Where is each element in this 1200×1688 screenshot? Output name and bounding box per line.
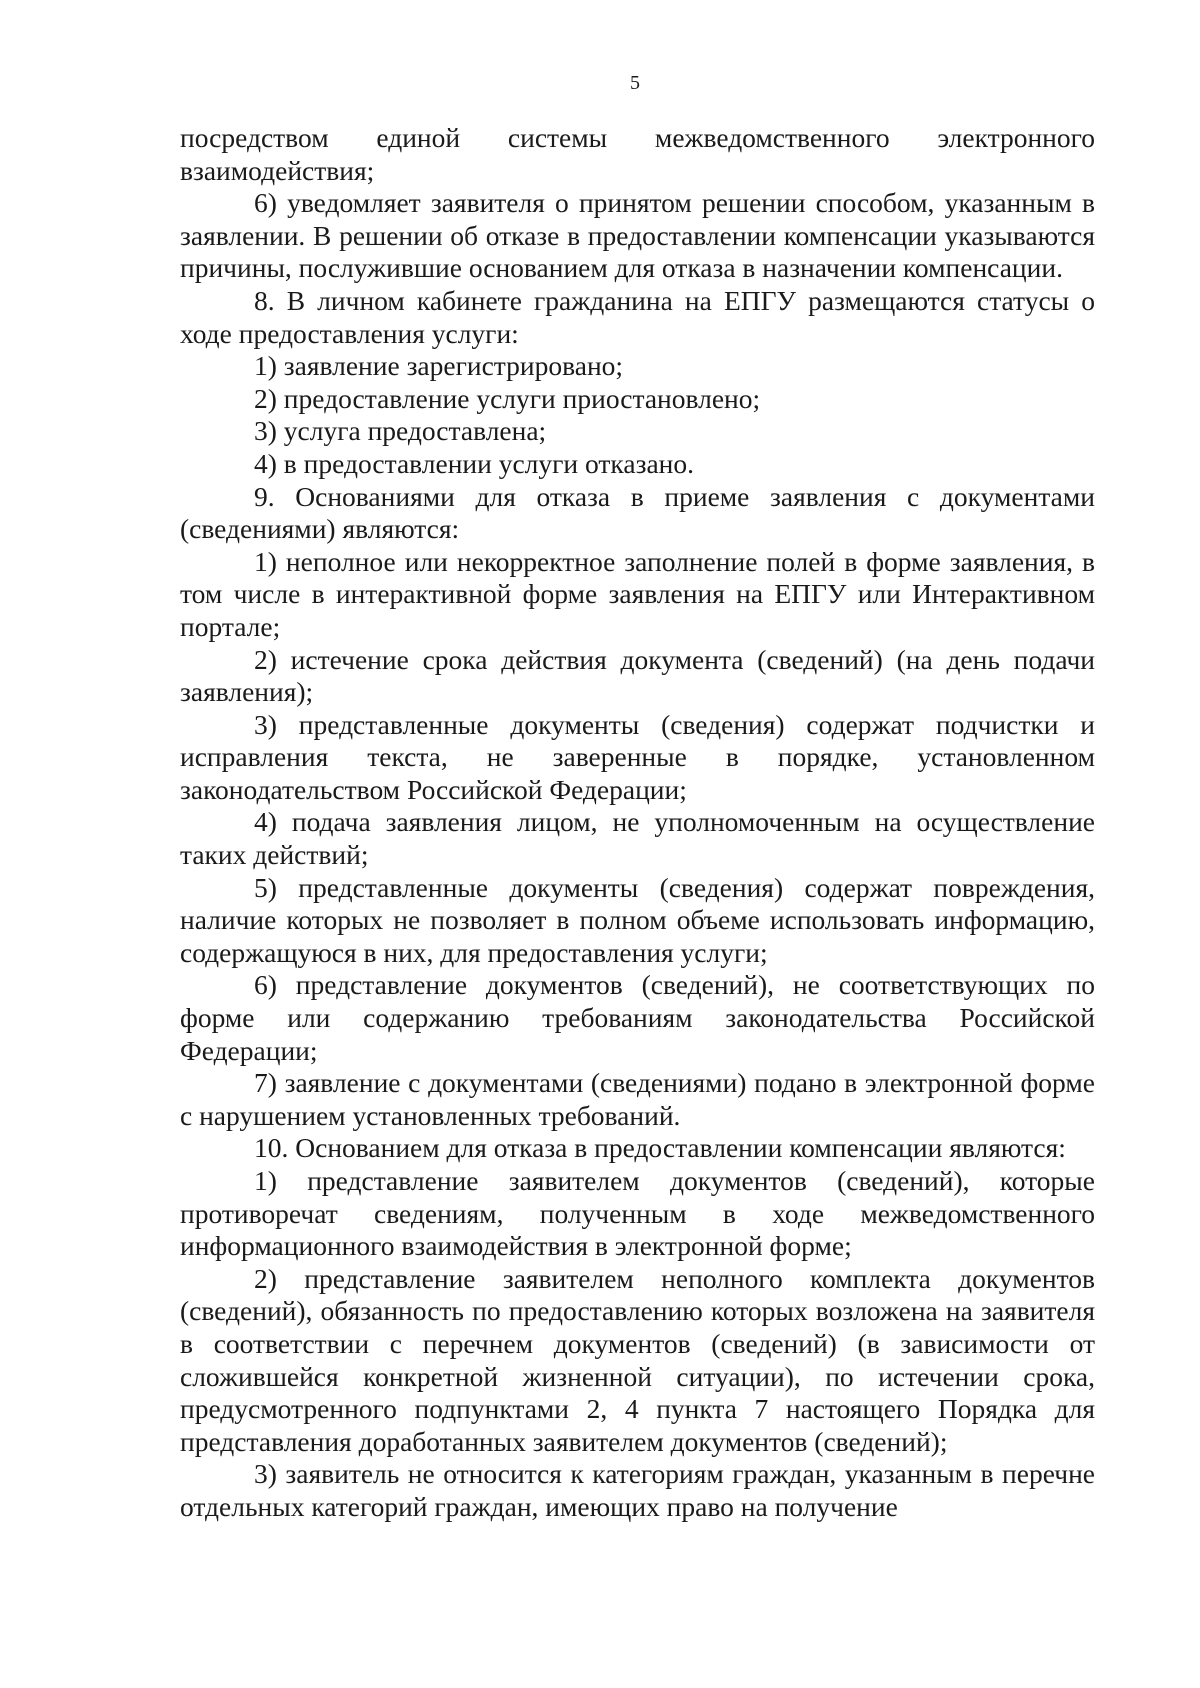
paragraph: 1) неполное или некорректное заполнение полей в форме заявления, в том числе в интерактивной форме заявления на ЕПГУ или Интерактивном портале; [180, 545, 1095, 642]
paragraph: 2) предоставление услуги приостановлено; [254, 382, 761, 414]
document-body [180, 122, 1095, 1524]
paragraph: 4) в предоставлении услуги отказано. [254, 447, 694, 479]
paragraph: 9. Основаниями для отказа в приеме заявления с документами (сведениями) являются: [180, 480, 1095, 545]
paragraph: 2) истечение срока действия документа (сведений) (на день подачи заявления); [180, 643, 1095, 708]
paragraph: 2) представление заявителем неполного комплекта документов (сведений), обязанность по предоставлению которых возложена на заявителя в соответствии с перечнем документов (сведений) (в зависимости от сложившейся конкретной жизненной ситуации), по истечении срока, предусмотренного подпунктами 2, 4 пункта 7 настоящего Порядка для представления доработанных заявителем документов (сведений); [180, 1262, 1095, 1457]
paragraph: 3) заявитель не относится к категориям граждан, указанным в перечне отдельных категорий граждан, имеющих право на получение [180, 1458, 1095, 1522]
paragraph: 7) заявление с документами (сведениями) подано в электронной форме с нарушением установленных требований. [180, 1067, 1095, 1131]
paragraph: 3) представленные документы (сведения) содержат подчистки и исправления текста, не заверенные в порядке, установленном законодательством Российской Федерации; [180, 708, 1095, 805]
paragraph: 5) представленные документы (сведения) содержат повреждения, наличие которых не позволяет в полном объеме использовать информацию, содержащуюся в них, для предоставления услуги; [180, 871, 1095, 968]
paragraph: 10. Основанием для отказа в предоставлении компенсации являются: [254, 1132, 1066, 1164]
paragraph: 4) подача заявления лицом, не уполномоченным на осуществление таких действий; [180, 806, 1095, 871]
page-number: 5 [630, 72, 640, 94]
paragraph: 6) представление документов (сведений), не соответствующих по форме или содержанию требованиям законодательства Российской Федерации; [180, 969, 1095, 1066]
paragraph: 1) заявление зарегистрировано; [254, 350, 624, 382]
paragraph: 1) представление заявителем документов (сведений), которые противоречат сведениям, полученным в ходе межведомственного информационного взаимодействия в электронной форме; [180, 1165, 1095, 1262]
paragraph: посредством единой системы межведомственного электронного взаимодействия; [180, 122, 1095, 186]
paragraph: 3) услуга предоставлена; [254, 415, 547, 447]
paragraph: 6) уведомляет заявителя о принятом решении способом, указанным в заявлении. В решении об отказе в предоставлении компенсации указываются причины, послужившие основанием для отказа в назначении компенсации. [180, 187, 1095, 284]
paragraph: 8. В личном кабинете гражданина на ЕПГУ размещаются статусы о ходе предоставления услуги: [180, 284, 1095, 349]
